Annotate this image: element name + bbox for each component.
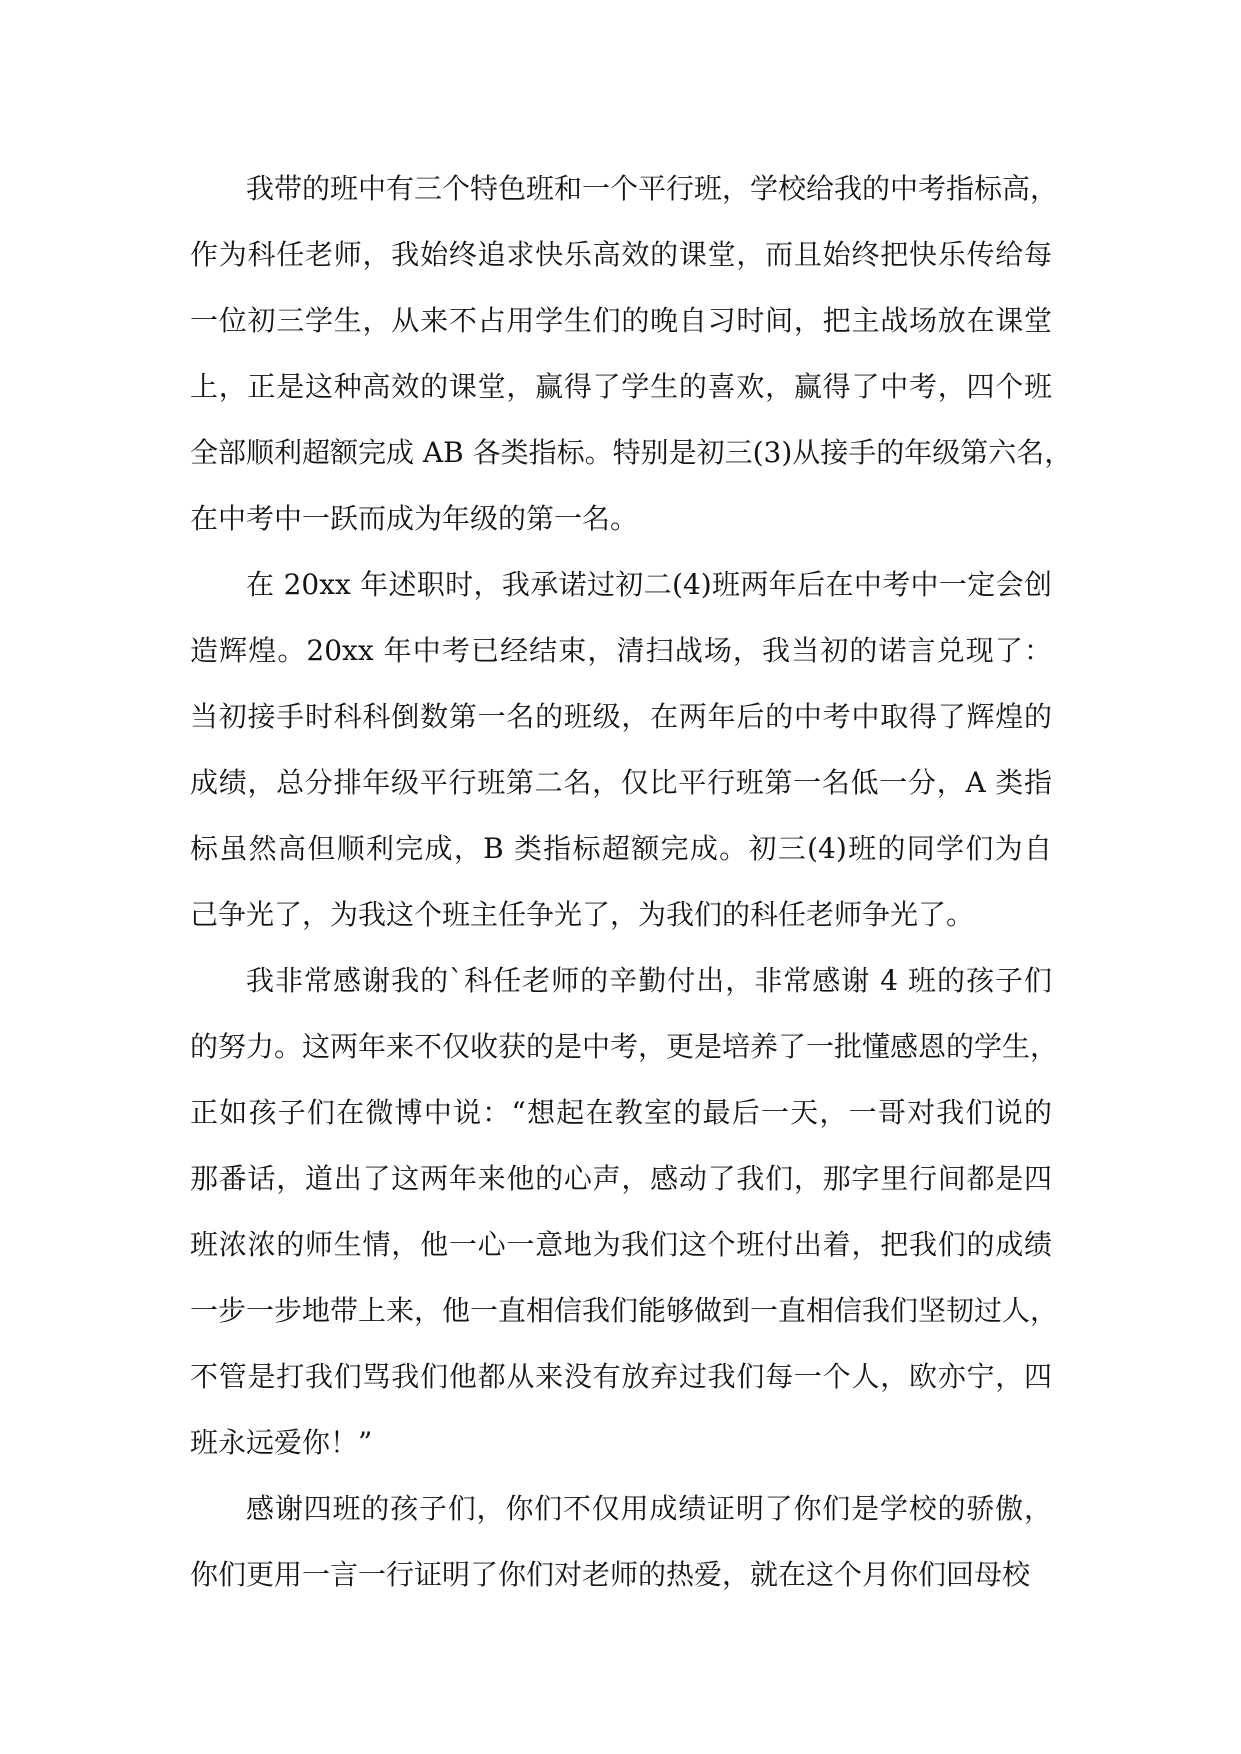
text-line: 班浓浓的师生情，他一心一意地为我们这个班付出着，把我们的成绩 — [190, 1228, 1052, 1261]
text-line: 不管是打我们骂我们他都从来没有放弃过我们每一个人，欧亦宁，四 — [190, 1360, 1052, 1393]
text-line: 在 20xx 年述职时，我承诺过初二(4)班两年后在中考中一定会创 — [246, 568, 1052, 601]
paragraph — [190, 552, 1052, 948]
text-line: 我带的班中有三个特色班和一个平行班，学校给我的中考指标高， — [246, 172, 1059, 205]
text-line: 班永远爱你！” — [190, 1426, 373, 1459]
text-line: 标虽然高但顺利完成，B 类指标超额完成。初三(4)班的同学们为自 — [190, 832, 1052, 865]
text-line: 你们更用一言一行证明了你们对老师的热爱，就在这个月你们回母校 — [190, 1558, 1031, 1591]
text-line: 我非常感谢我的`科任老师的辛勤付出，非常感谢 4 班的孩子们 — [246, 964, 1052, 997]
paragraph — [190, 156, 1073, 552]
text-line: 一步一步地带上来，他一直相信我们能够做到一直相信我们坚韧过人， — [190, 1294, 1059, 1327]
text-line: 上，正是这种高效的课堂，赢得了学生的喜欢，赢得了中考，四个班 — [190, 370, 1052, 403]
text-line: 成绩，总分排年级平行班第二名，仅比平行班第一名低一分，A 类指 — [190, 766, 1052, 799]
document-body — [190, 156, 1073, 1608]
text-line: 在中考中一跃而成为年级的第一名。 — [190, 502, 639, 535]
text-line: 当初接手时科科倒数第一名的班级，在两年后的中考中取得了辉煌的 — [190, 700, 1052, 733]
text-line: 那番话，道出了这两年来他的心声，感动了我们，那字里行间都是四 — [190, 1162, 1052, 1195]
text-line: 一位初三学生，从来不占用学生们的晚自习时间，把主战场放在课堂 — [190, 304, 1052, 337]
text-line: 作为科任老师，我始终追求快乐高效的课堂，而且始终把快乐传给每 — [190, 238, 1052, 271]
paragraph — [190, 948, 1059, 1476]
text-line: 正如孩子们在微博中说：“想起在教室的最后一天，一哥对我们说的 — [190, 1096, 1052, 1129]
text-line: 全部顺利超额完成 AB 各类指标。特别是初三(3)从接手的年级第六名， — [190, 436, 1073, 469]
paragraph — [190, 1476, 1052, 1608]
text-line: 造辉煌。20xx 年中考已经结束，清扫战场，我当初的诺言兑现了： — [190, 634, 1052, 667]
text-line: 的努力。这两年来不仅收获的是中考，更是培养了一批懂感恩的学生， — [190, 1030, 1059, 1063]
text-line: 己争光了，为我这个班主任争光了，为我们的科任老师争光了。 — [190, 898, 975, 931]
text-line: 感谢四班的孩子们，你们不仅用成绩证明了你们是学校的骄傲， — [246, 1492, 1052, 1525]
